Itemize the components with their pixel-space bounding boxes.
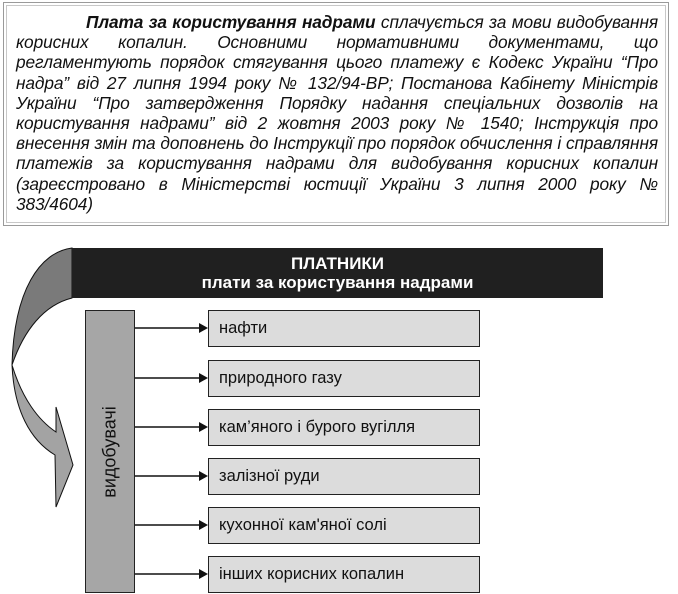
header-subtitle: плати за користування надрами — [201, 273, 474, 292]
item-box: кухонної кам'яної солі — [208, 507, 480, 544]
item-box: кам’яного і бурого вугілля — [208, 409, 480, 446]
arrowhead-icon — [199, 323, 208, 333]
arrowhead-icon — [199, 422, 208, 432]
extractors-label: видобувачі — [99, 405, 120, 498]
payers-header — [72, 248, 603, 298]
arrowhead-icon — [199, 569, 208, 579]
item-box: залізної руди — [208, 458, 480, 495]
arrowhead-icon — [199, 471, 208, 481]
item-box: природного газу — [208, 360, 480, 397]
curved-arrow-lower — [12, 365, 73, 507]
arrowhead-icon — [199, 373, 208, 383]
item-box: інших корисних копалин — [208, 556, 480, 593]
item-box: нафти — [208, 310, 480, 347]
extractors-bar — [85, 310, 135, 593]
arrowhead-icon — [199, 520, 208, 530]
curved-arrow-upper — [12, 248, 72, 365]
connector-arrows — [135, 323, 208, 579]
header-title: ПЛАТНИКИ — [290, 254, 385, 273]
legal-text-body: сплачується за мови видобування корисних копалин. Основними нормативними документами, що регламентують порядок стягування цього платежу є Кодекс України “Про надра” від 27 липня 1994 року № 132/94-ВР; Постанова Кабінету Міністрів України “Про затвердження Порядку надання спеціальних дозволів на користування надрами” від 2 жовтня 2003 року № 1540; Інструкція про внесення змін та доповнень до Інструкції про порядок обчислення і справляння платежів за користування надрами для видобування корисних копалин (зареєстровано в Міністерстві юстиції України 3 липня 2000 року № 383/4604) — [16, 12, 658, 214]
legal-text-lead: Плата за користування надрами — [86, 12, 376, 32]
